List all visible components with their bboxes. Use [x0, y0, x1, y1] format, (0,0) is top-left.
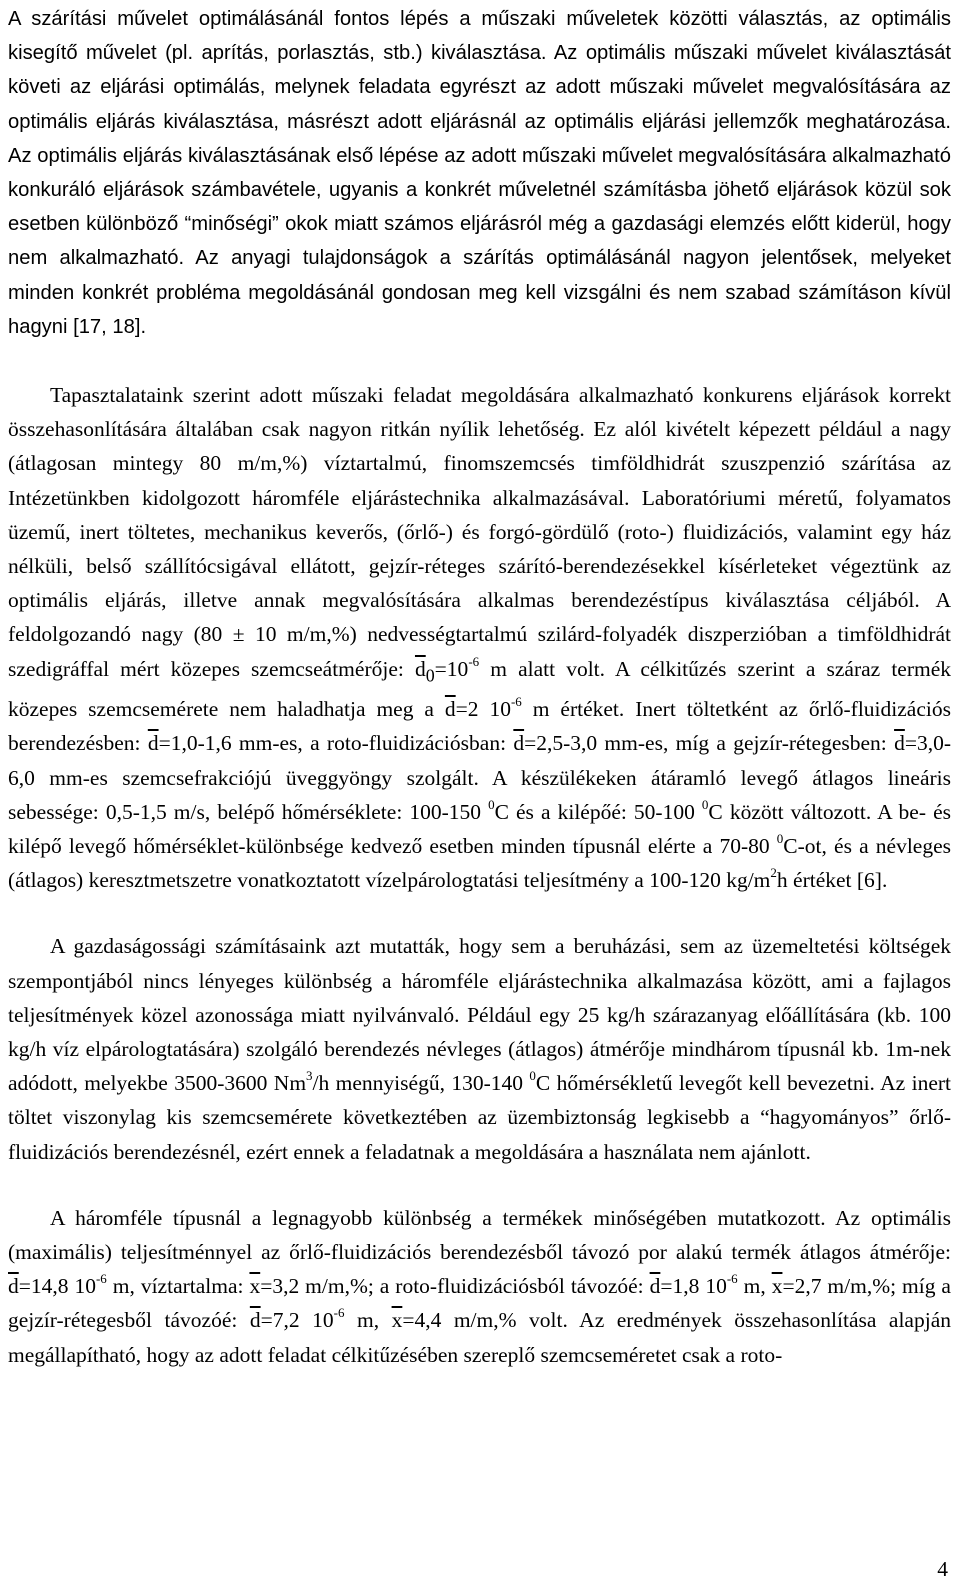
- cube-superscript: 3: [306, 1068, 313, 1084]
- degree-superscript: 0: [776, 830, 784, 846]
- value-text: =2,7 m/m,%; míg a gejzír-rétegesből távozóé:: [8, 1274, 951, 1333]
- paragraph-text: C hőmérsékletű levegőt kell bevezetni. Az inert töltet viszonylag kis szemcsemérete következtében az üzembiztonság legkisebb a “hagyományos” őrlő-fluidizációs berendezésnél, ezért ennek a feladatnak a megoldására a használata nem ajánlott.: [8, 1071, 951, 1164]
- mean-diameter-symbol: $\overline{d}$: [444, 697, 456, 722]
- paragraph-text: /h mennyiségű, 130-140: [312, 1071, 530, 1096]
- mean-diameter-symbol: $\overline{d}$: [414, 656, 426, 681]
- degree-superscript: 0: [701, 796, 709, 812]
- value-text: =10: [434, 656, 469, 681]
- paragraph-text: C és a kilépőé: 50-100: [494, 799, 702, 824]
- value-text: =4,4 m/m,% volt. Az eredmények összehasonlítása alapján megállapítható, hogy az adott feladat célkitűzésében szereplő szemcseméretet csak a roto-: [8, 1308, 951, 1367]
- paragraph-experiments: [8, 378, 951, 897]
- paragraph-gap: [8, 344, 951, 378]
- subscript: 0: [425, 664, 435, 685]
- value-text: =3,0-6,0 mm-es szemcsefrakciójú üveggyöngy szolgált. A készülékeken átáramló levegő átlagos lineáris sebessége: 0,5-1,5 m/s, belépő hőmérséklete: 100-150: [8, 731, 951, 824]
- value-text: =1,8 10: [660, 1274, 727, 1299]
- paragraph-text: m alatt volt. A célkitűzés szerint a száraz termék közepes szemcsemérete nem haladhatja meg a: [8, 656, 952, 722]
- page-number: 4: [937, 1557, 948, 1581]
- value-text: =1,0-1,6 mm-es, a roto-fluidizációsban:: [158, 731, 514, 756]
- degree-superscript: 0: [529, 1068, 536, 1084]
- square-superscript: 2: [770, 865, 777, 881]
- paragraph-text: C-ot, és a névleges (átlagos) keresztmetszetre vonatkoztatott vízelpárologtatási teljesítmény a 100-120 kg/m: [8, 833, 951, 893]
- mean-moisture-symbol: $\overline{x}$: [249, 1274, 261, 1299]
- paragraph-gap: [8, 897, 951, 929]
- value-text: =14,8 10: [18, 1274, 96, 1299]
- mean-moisture-symbol: $\overline{x}$: [771, 1274, 783, 1299]
- paragraph-text: m,: [737, 1274, 772, 1299]
- exponent: -6: [95, 1271, 107, 1287]
- value-text: =2,5-3,0 mm-es, míg a gejzír-rétegesben:: [524, 731, 895, 756]
- mean-diameter-symbol: $\overline{d}$: [249, 1308, 261, 1333]
- mean-diameter-symbol: $\overline{d}$: [894, 731, 905, 756]
- paragraph-text: C között változott. A be- és kilépő levegő hőmérséklet-különbsége kedvező esetben minden típusnál elérte a 70-80: [8, 799, 951, 858]
- mean-moisture-symbol: $\overline{x}$: [391, 1308, 403, 1333]
- paragraph-economics: [8, 929, 951, 1168]
- paragraph-text: A háromféle típusnál a legnagyobb különbség a termékek minőségében mutatkozott. Az optimális (maximális) teljesítménnyel az őrlő-fluidizációs berendezésből távozó por alakú termék átlagos átmérője:: [8, 1205, 951, 1264]
- paragraph-text: A gazdaságossági számításaink azt mutatták, hogy sem a beruházási, sem az üzemeltetési költségek szempontjából nincs lényeges különbség a háromféle eljárástechnika alkalmazása között, ami a fajlagos teljesítmények közel azonossága miatt nyilvánvaló. Például egy 25 kg/h szárazanyag előállítására (kb. 100 kg/h víz elpárologtatására) szolgáló berendezés névleges (átlagos) átmérője mindhárom típusnál kb. 1m-nek adódott, melyekbe 3500-3600 Nm: [8, 934, 951, 1096]
- paragraph-text: Tapasztalataink szerint adott műszaki feladat megoldására alkalmazható konkurens eljárások korrekt összehasonlítására általában csak nagyon ritkán nyílik lehetőség. Ez alól kivételt képezett például a nagy (átlagosan mintegy 80 m/m,%) víztartalmú, finomszemcsés timföldhidrát szuszpenzió szárítása az Intézetünkben kidolgozott háromféle eljárástechnika alkalmazásával. Laboratóriumi méretű, folyamatos üzemű, inert töltetes, mechanikus keverős, (őrlő-) és forgó-gördülő (roto-) fluidizációs, valamint egy ház nélküli, belső szállítócsigával ellátott, gejzír-réteges szárító-berendezésekkel kísérleteket végeztünk az optimális eljárás, illetve annak megvalósítására alkalmas berendezéstípus kiválasztása céljából. A feldolgozandó nagy (80 ± 10 m/m,%) nedvességtartalmú szilárd-folyadék diszperzióban a timföldhidrát szedigráffal mért közepes szemcseátmérője:: [8, 383, 951, 681]
- value-text: =7,2 10: [260, 1308, 334, 1333]
- paragraph-gap: [8, 1169, 951, 1201]
- paragraph-text: m értéket. Inert töltetként az őrlő-fluidizációs berendezésben:: [8, 697, 951, 756]
- degree-superscript: 0: [488, 796, 495, 812]
- paragraph-text: m,: [344, 1308, 392, 1333]
- exponent: -6: [726, 1271, 738, 1287]
- exponent: -6: [510, 694, 522, 709]
- mean-diameter-symbol: $\overline{d}$: [513, 731, 525, 756]
- paragraph-intro: A szárítási művelet optimálásánál fontos lépés a műszaki műveletek közötti választás, az optimális kisegítő művelet (pl. aprítás, porlasztás, stb.) kiválasztása. Az optimális műszaki művelet kiválasztását követi az eljárási optimálás, melynek feladata egyrészt az adott műszaki művelet megvalósítására az optimális eljárás kiválasztása, másrészt adott eljárásnál az optimális eljárási jellemzők meghatározása. Az optimális eljárás kiválasztásának első lépése az adott műszaki művelet megvalósítására alkalmazható konkuráló eljárások számbavétele, ugyanis a konkrét műveletnél számításba jöhető eljárások közül sok esetben különböző “minőségi” okok miatt számos eljárásról még a gazdasági elemzés előtt kiderül, hogy nem alkalmazható. Az anyagi tulajdonságok a szárítás optimálásánál nagyon jelentősek, melyeket minden konkrét probléma megoldásánál gondosan meg kell vizsgálni és nem szabad számításon kívül hagyni [17, 18].: [8, 8, 951, 338]
- value-text: =3,2 m/m,%; a roto-fluidizációsból távozóé:: [260, 1274, 650, 1299]
- mean-diameter-symbol: $\overline{d}$: [649, 1274, 661, 1299]
- mean-diameter-symbol: $\overline{d}$: [147, 731, 159, 756]
- mean-diameter-symbol: $\overline{d}$: [8, 1274, 19, 1299]
- exponent: -6: [333, 1305, 345, 1321]
- paragraph-text: m, víztartalma:: [106, 1274, 250, 1299]
- paragraph-text: h értéket [6].: [776, 868, 888, 893]
- paragraph-results: [8, 1201, 951, 1372]
- exponent: -6: [468, 653, 480, 669]
- value-text: =2 10: [455, 697, 511, 722]
